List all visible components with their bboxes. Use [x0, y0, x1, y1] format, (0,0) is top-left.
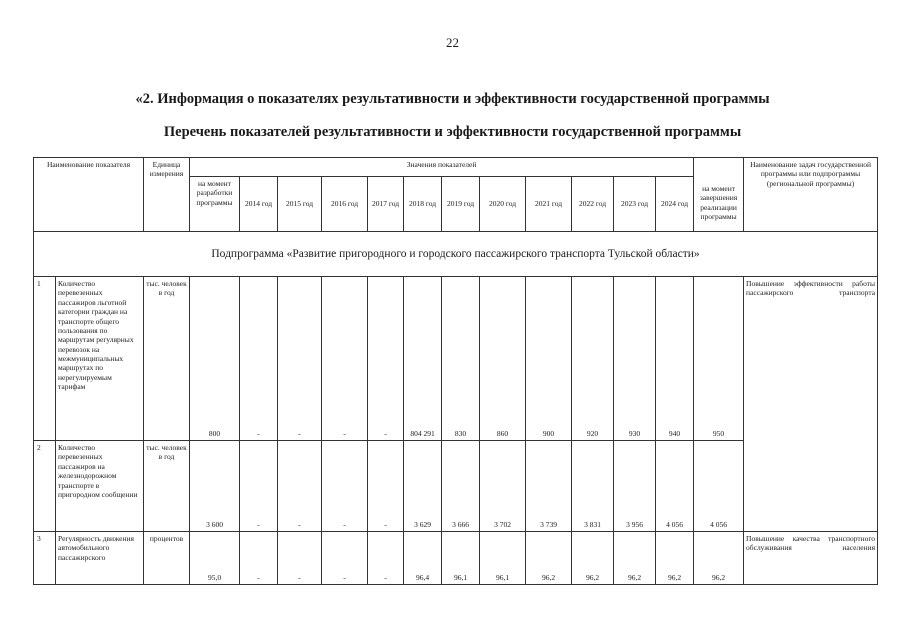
document-title: «2. Информация о показателях результативности и эффективности государственной программы: [135, 91, 770, 107]
value-cell: 930: [614, 277, 656, 441]
value-cell: 96,2: [656, 532, 694, 585]
header-year: 2024 год: [656, 177, 694, 232]
row-number: 1: [34, 277, 56, 441]
unit-cell: процентов: [144, 532, 190, 585]
header-year: 2021 год: [526, 177, 572, 232]
indicator-name: Количество перевезенных пассажиров на железнодорожном транспорте в пригородном сообщении: [56, 441, 144, 532]
value-cell: -: [240, 532, 278, 585]
header-year: 2014 год: [240, 177, 278, 232]
table-row: [34, 277, 878, 441]
value-end: 96,2: [694, 532, 744, 585]
header-year: 2015 год: [278, 177, 322, 232]
header-year: 2022 год: [572, 177, 614, 232]
value-cell: -: [322, 441, 368, 532]
document-subtitle: Перечень показателей результативности и эффективности государственной программы: [163, 124, 742, 140]
value-cell: -: [368, 277, 404, 441]
value-cell: 96,1: [442, 532, 480, 585]
header-year: 2016 год: [322, 177, 368, 232]
value-cell: -: [322, 277, 368, 441]
value-cell: 96,1: [480, 532, 526, 585]
table-row: [34, 532, 878, 585]
unit-cell: тыс. человек в год: [144, 277, 190, 441]
value-end: 4 056: [694, 441, 744, 532]
value-cell: -: [278, 441, 322, 532]
indicator-name: Количество перевезенных пассажиров льготной категории граждан на транспорте общего пользования по маршрутам регулярных перевозок на межмуниципальных маршрутах по нерегулируемым тарифам: [56, 277, 144, 441]
value-cell: 830: [442, 277, 480, 441]
value-cell: 3 831: [572, 441, 614, 532]
value-cell: -: [368, 441, 404, 532]
value-cell: 3 666: [442, 441, 480, 532]
value-start: 3 600: [190, 441, 240, 532]
value-cell: 900: [526, 277, 572, 441]
header-year: 2020 год: [480, 177, 526, 232]
value-cell: 3 702: [480, 441, 526, 532]
header-at-end: на момент завершения реализации программы: [694, 158, 744, 232]
header-year: 2023 год: [614, 177, 656, 232]
value-cell: -: [278, 277, 322, 441]
value-end: 950: [694, 277, 744, 441]
value-cell: 96,2: [572, 532, 614, 585]
header-values-group: Значения показателей: [190, 158, 694, 177]
value-cell: -: [240, 441, 278, 532]
row-number: 3: [34, 532, 56, 585]
value-cell: 3 739: [526, 441, 572, 532]
value-cell: -: [322, 532, 368, 585]
value-cell: 96,4: [404, 532, 442, 585]
value-cell: 4 056: [656, 441, 694, 532]
value-cell: -: [240, 277, 278, 441]
value-start: 95,0: [190, 532, 240, 585]
task-cell: Повышение качества транспортного обслуживания населения: [744, 532, 878, 585]
value-cell: 940: [656, 277, 694, 441]
value-cell: 920: [572, 277, 614, 441]
header-name: Наименование показателя: [34, 158, 144, 232]
subprogram-title: Подпрограмма «Развитие пригородного и городского пассажирского транспорта Тульской области»: [34, 232, 878, 277]
indicator-name: Регулярность движения автомобильного пассажирского: [56, 532, 144, 585]
page-number: 22: [446, 35, 459, 50]
value-cell: 3 629: [404, 441, 442, 532]
value-start: 800: [190, 277, 240, 441]
subprogram-row: [34, 232, 878, 277]
header-tasks: Наименование задач государственной программы или подпрограммы (региональной программы): [744, 158, 878, 232]
value-cell: 804 291: [404, 277, 442, 441]
header-unit: Единица измерения: [144, 158, 190, 232]
value-cell: 3 956: [614, 441, 656, 532]
task-cell: Повышение эффективности работы пассажирского транспорта: [744, 277, 878, 532]
header-year: 2019 год: [442, 177, 480, 232]
row-number: 2: [34, 441, 56, 532]
header-at-start: на момент разработки программы: [190, 177, 240, 232]
value-cell: 96,2: [526, 532, 572, 585]
value-cell: -: [368, 532, 404, 585]
indicators-table: [33, 157, 878, 585]
header-year: 2018 год: [404, 177, 442, 232]
value-cell: 860: [480, 277, 526, 441]
header-year: 2017 год: [368, 177, 404, 232]
value-cell: -: [278, 532, 322, 585]
unit-cell: тыс. человек в год: [144, 441, 190, 532]
value-cell: 96,2: [614, 532, 656, 585]
header-row-1: [34, 158, 878, 177]
